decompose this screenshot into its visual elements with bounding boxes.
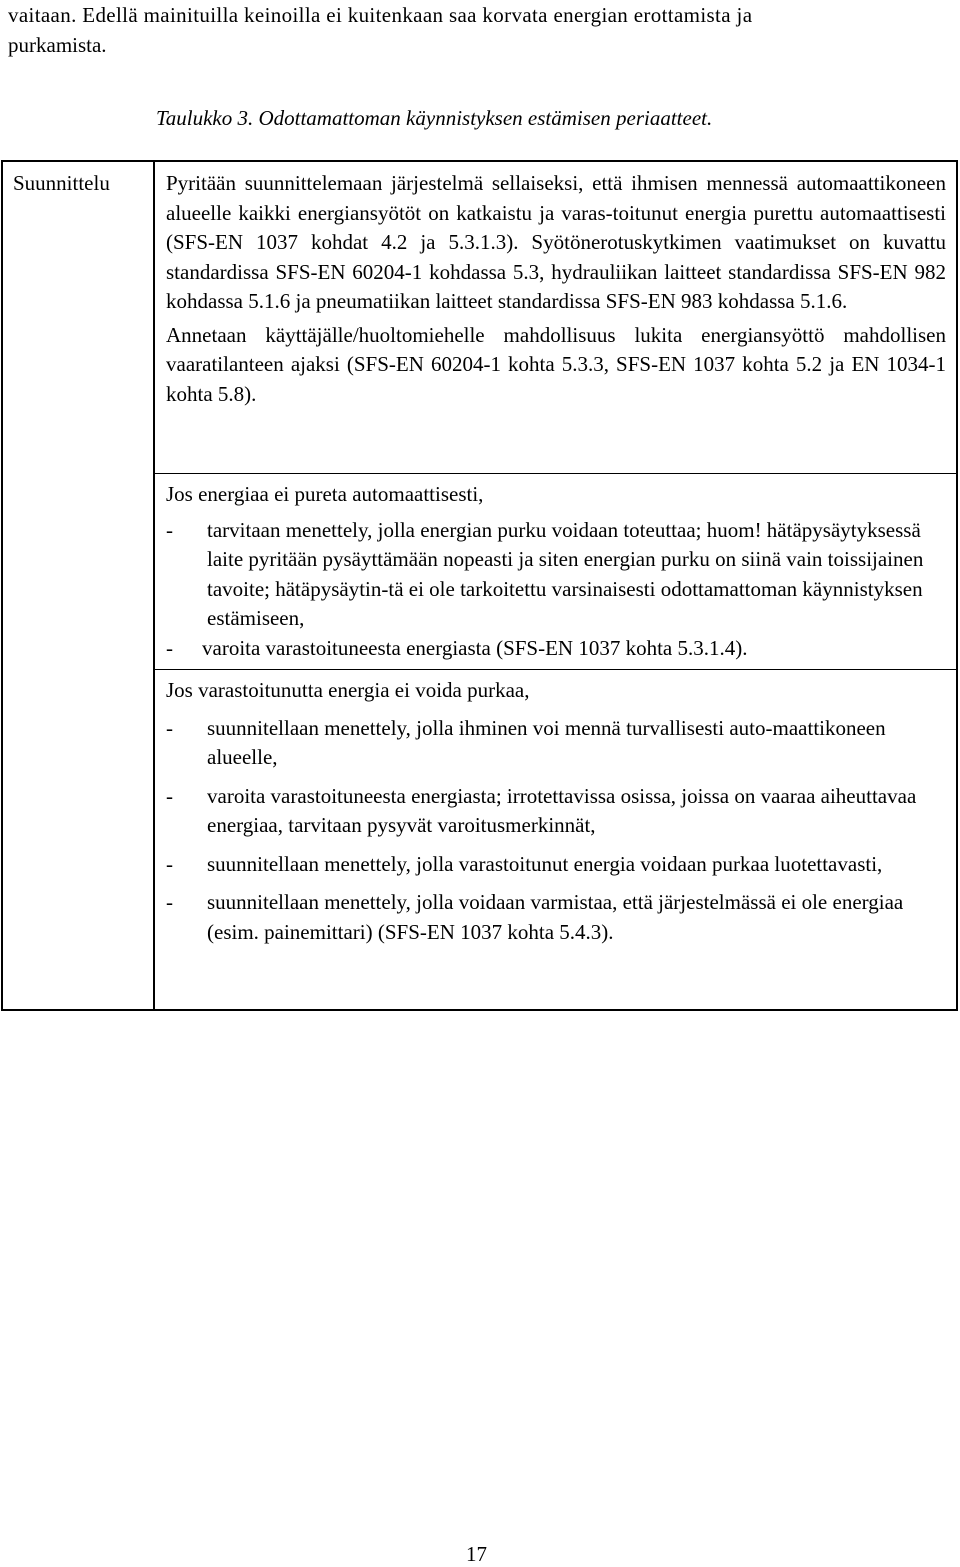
section-heading-not-discharged: Jos energiaa ei pureta automaattisesti, [166,482,484,506]
section-divider-2 [153,669,958,670]
list-item [166,516,946,634]
list-item-text: varoita varastoituneesta energiasta; irrotettavissa osissa, joissa on vaaraa aiheuttavaa energiaa, tarvitaan pysyvät varoitusmerkinnät, [207,783,917,837]
section-not-discharged [166,480,946,663]
list-item [166,634,946,664]
list-item-text: varoita varastoituneesta energiasta (SFS-EN 1037 kohta 5.3.1.4). [202,635,748,660]
list-item-text: suunnitellaan menettely, jolla voidaan varmistaa, että järjestelmässä ei ole energiaa (esim. painemittari) (SFS-EN 1037 kohta 5.4.3). [207,890,904,944]
section-cannot-discharge [166,676,946,947]
list-dash: - [166,851,173,876]
list-dash: - [166,783,173,808]
intro-paragraph [8,0,948,60]
section-divider-1 [153,473,958,474]
list-item [166,888,946,947]
list-dash: - [166,715,173,740]
design-paragraph-2: Annetaan käyttäjälle/huoltomiehelle mahdollisuus lukita energiansyöttö mahdollisen vaaratilanteen ajaksi (SFS-EN 60204-1 kohta 5.3.3, SFS-EN 1037 kohta 5.2 ja EN 1034-1 kohta 5.8). [166,322,946,406]
intro-line-1: vaitaan. Edellä mainituilla keinoilla ei kuitenkaan saa korvata energian erottamista ja [8,3,753,27]
list-dash: - [166,890,173,914]
section-design-goals [166,169,946,409]
list-dash: - [166,517,173,542]
column-divider [153,162,155,1009]
list-item-text: suunnitellaan menettely, jolla ihminen voi mennä turvallisesti auto-maattikoneen alueelle, [207,715,886,769]
principles-table [1,160,958,1011]
row-label-suunnittelu: Suunnittelu [13,171,110,195]
design-paragraph-1: Pyritään suunnittelemaan järjestelmä sellaiseksi, että ihmisen mennessä automaattikoneen alueelle kaikki energiansyötöt on katkaistu ja varas-toitunut energia purettu automaattisesti (SFS-EN 1037 kohdat 4.2 ja 5.3.1.3). Syötönerotuskytkimen vaatimukset on kuvattu standardissa SFS-EN 60204-1 kohdassa 5.3, hydrauliikan laitteet standardissa SFS-EN 982 kohdassa 5.1.6 ja pneumatiikan laitteet standardissa SFS-EN 983 kohdassa 5.1.6. [166,171,946,313]
list-item-text: suunnitellaan menettely, jolla varastoitunut energia voidaan purkaa luotettavasti, [207,851,883,876]
list-dash: - [166,635,173,660]
list-item [166,714,946,773]
list-item [166,782,946,841]
section-heading-cannot-discharge: Jos varastoitunutta energia ei voida purkaa, [166,678,530,702]
table-caption: Taulukko 3. Odottamattoman käynnistyksen estämisen periaatteet. [156,106,713,130]
page-number: 17 [466,1542,487,1566]
intro-line-2: purkamista. [8,33,107,57]
list-item-text: tarvitaan menettely, jolla energian purku voidaan toteuttaa; huom! hätäpysäytyksessä laite pyritään pysäyttämään nopeasti ja siten energian purku on siinä vain toissijainen tavoite; hätäpysäytin-tä ei ole tarkoitettu varsinaisesti odottamattoman käynnistyksen estämiseen, [207,517,924,630]
list-item [166,850,946,880]
